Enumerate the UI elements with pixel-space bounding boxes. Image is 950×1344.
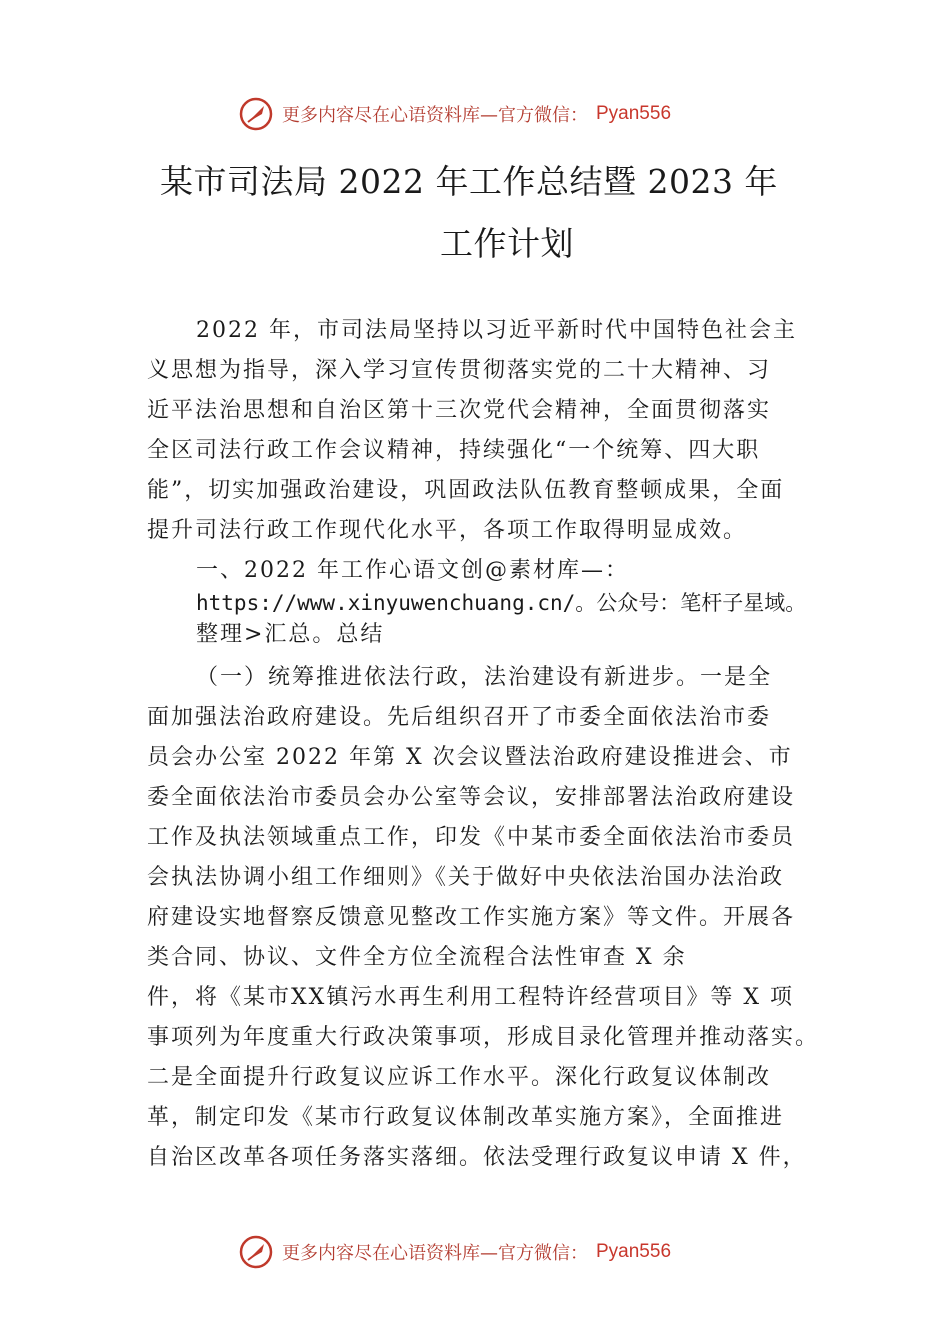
doc-title-line1: 某市司法局 2022 年工作总结暨 2023 年 xyxy=(160,162,778,201)
watermark-wechat-id: Pyan556 xyxy=(596,103,672,124)
body-line: 义思想为指导，深入学习宣传贯彻落实党的二十大精神、习 xyxy=(147,358,772,383)
body-line: 自治区改革各项任务落实落细。依法受理行政复议申请 X 件， xyxy=(147,1145,807,1170)
body-line: 提升司法行政工作现代化水平，各项工作取得明显成效。 xyxy=(147,518,748,543)
body-line: 类合同、协议、文件全方位全流程合法性审查 X 余 xyxy=(147,945,687,970)
body-line: 能”，切实加强政治建设，巩固政法队伍教育整顿成果，全面 xyxy=(147,478,785,503)
watermark-banner-bottom xyxy=(238,1234,671,1270)
watermark-wechat-id: Pyan556 xyxy=(596,1241,672,1262)
quill-logo-icon xyxy=(238,96,274,132)
watermark-text: 更多内容尽在心语资料库—官方微信： xyxy=(282,1243,588,1264)
body-line: 会执法协调小组工作细则》《关于做好中央依法治国办法治政 xyxy=(147,865,785,890)
watermark-banner-top xyxy=(238,96,671,132)
body-line: https://www.xinyuwenchuang.cn/。公众号：笔杆子星域。 xyxy=(196,591,807,615)
watermark-text: 更多内容尽在心语资料库—官方微信： xyxy=(282,105,588,126)
body-line: 事项列为年度重大行政决策事项，形成目录化管理并推动落实。 xyxy=(147,1025,820,1050)
body-line: 面加强法治政府建设。先后组织召开了市委全面依法治市委 xyxy=(147,705,772,730)
body-line: 革，制定印发《某市行政复议体制改革实施方案》，全面推进 xyxy=(147,1105,785,1130)
body-line: （一）统筹推进依法行政，法治建设有新进步。一是全 xyxy=(196,665,773,690)
body-line: 全区司法行政工作会议精神，持续强化“一个统筹、四大职 xyxy=(147,438,761,463)
body-line: 整理>汇总。总结 xyxy=(196,622,385,647)
quill-logo-icon xyxy=(238,1234,274,1270)
body-line: 件，将《某市XX镇污水再生利用工程特许经营项目》等 X 项 xyxy=(147,985,794,1010)
body-line: 2022 年，市司法局坚持以习近平新时代中国特色社会主 xyxy=(196,318,797,343)
body-line: 委全面依法治市委员会办公室等会议，安排部署法治政府建设 xyxy=(147,785,796,810)
body-line: 二是全面提升行政复议应诉工作水平。深化行政复议体制改 xyxy=(147,1065,772,1090)
body-line: 员会办公室 2022 年第 X 次会议暨法治政府建设推进会、市 xyxy=(147,745,793,770)
body-line: 工作及执法领域重点工作，印发《中某市委全面依法治市委员 xyxy=(147,825,796,850)
body-line: 近平法治思想和自治区第十三次党代会精神，全面贯彻落实 xyxy=(147,398,772,423)
doc-title-line2: 工作计划 xyxy=(440,224,574,263)
body-line: 府建设实地督察反馈意见整改工作实施方案》等文件。开展各 xyxy=(147,905,796,930)
section-heading: 一、2022 年工作心语文创@素材库—： xyxy=(196,558,629,583)
